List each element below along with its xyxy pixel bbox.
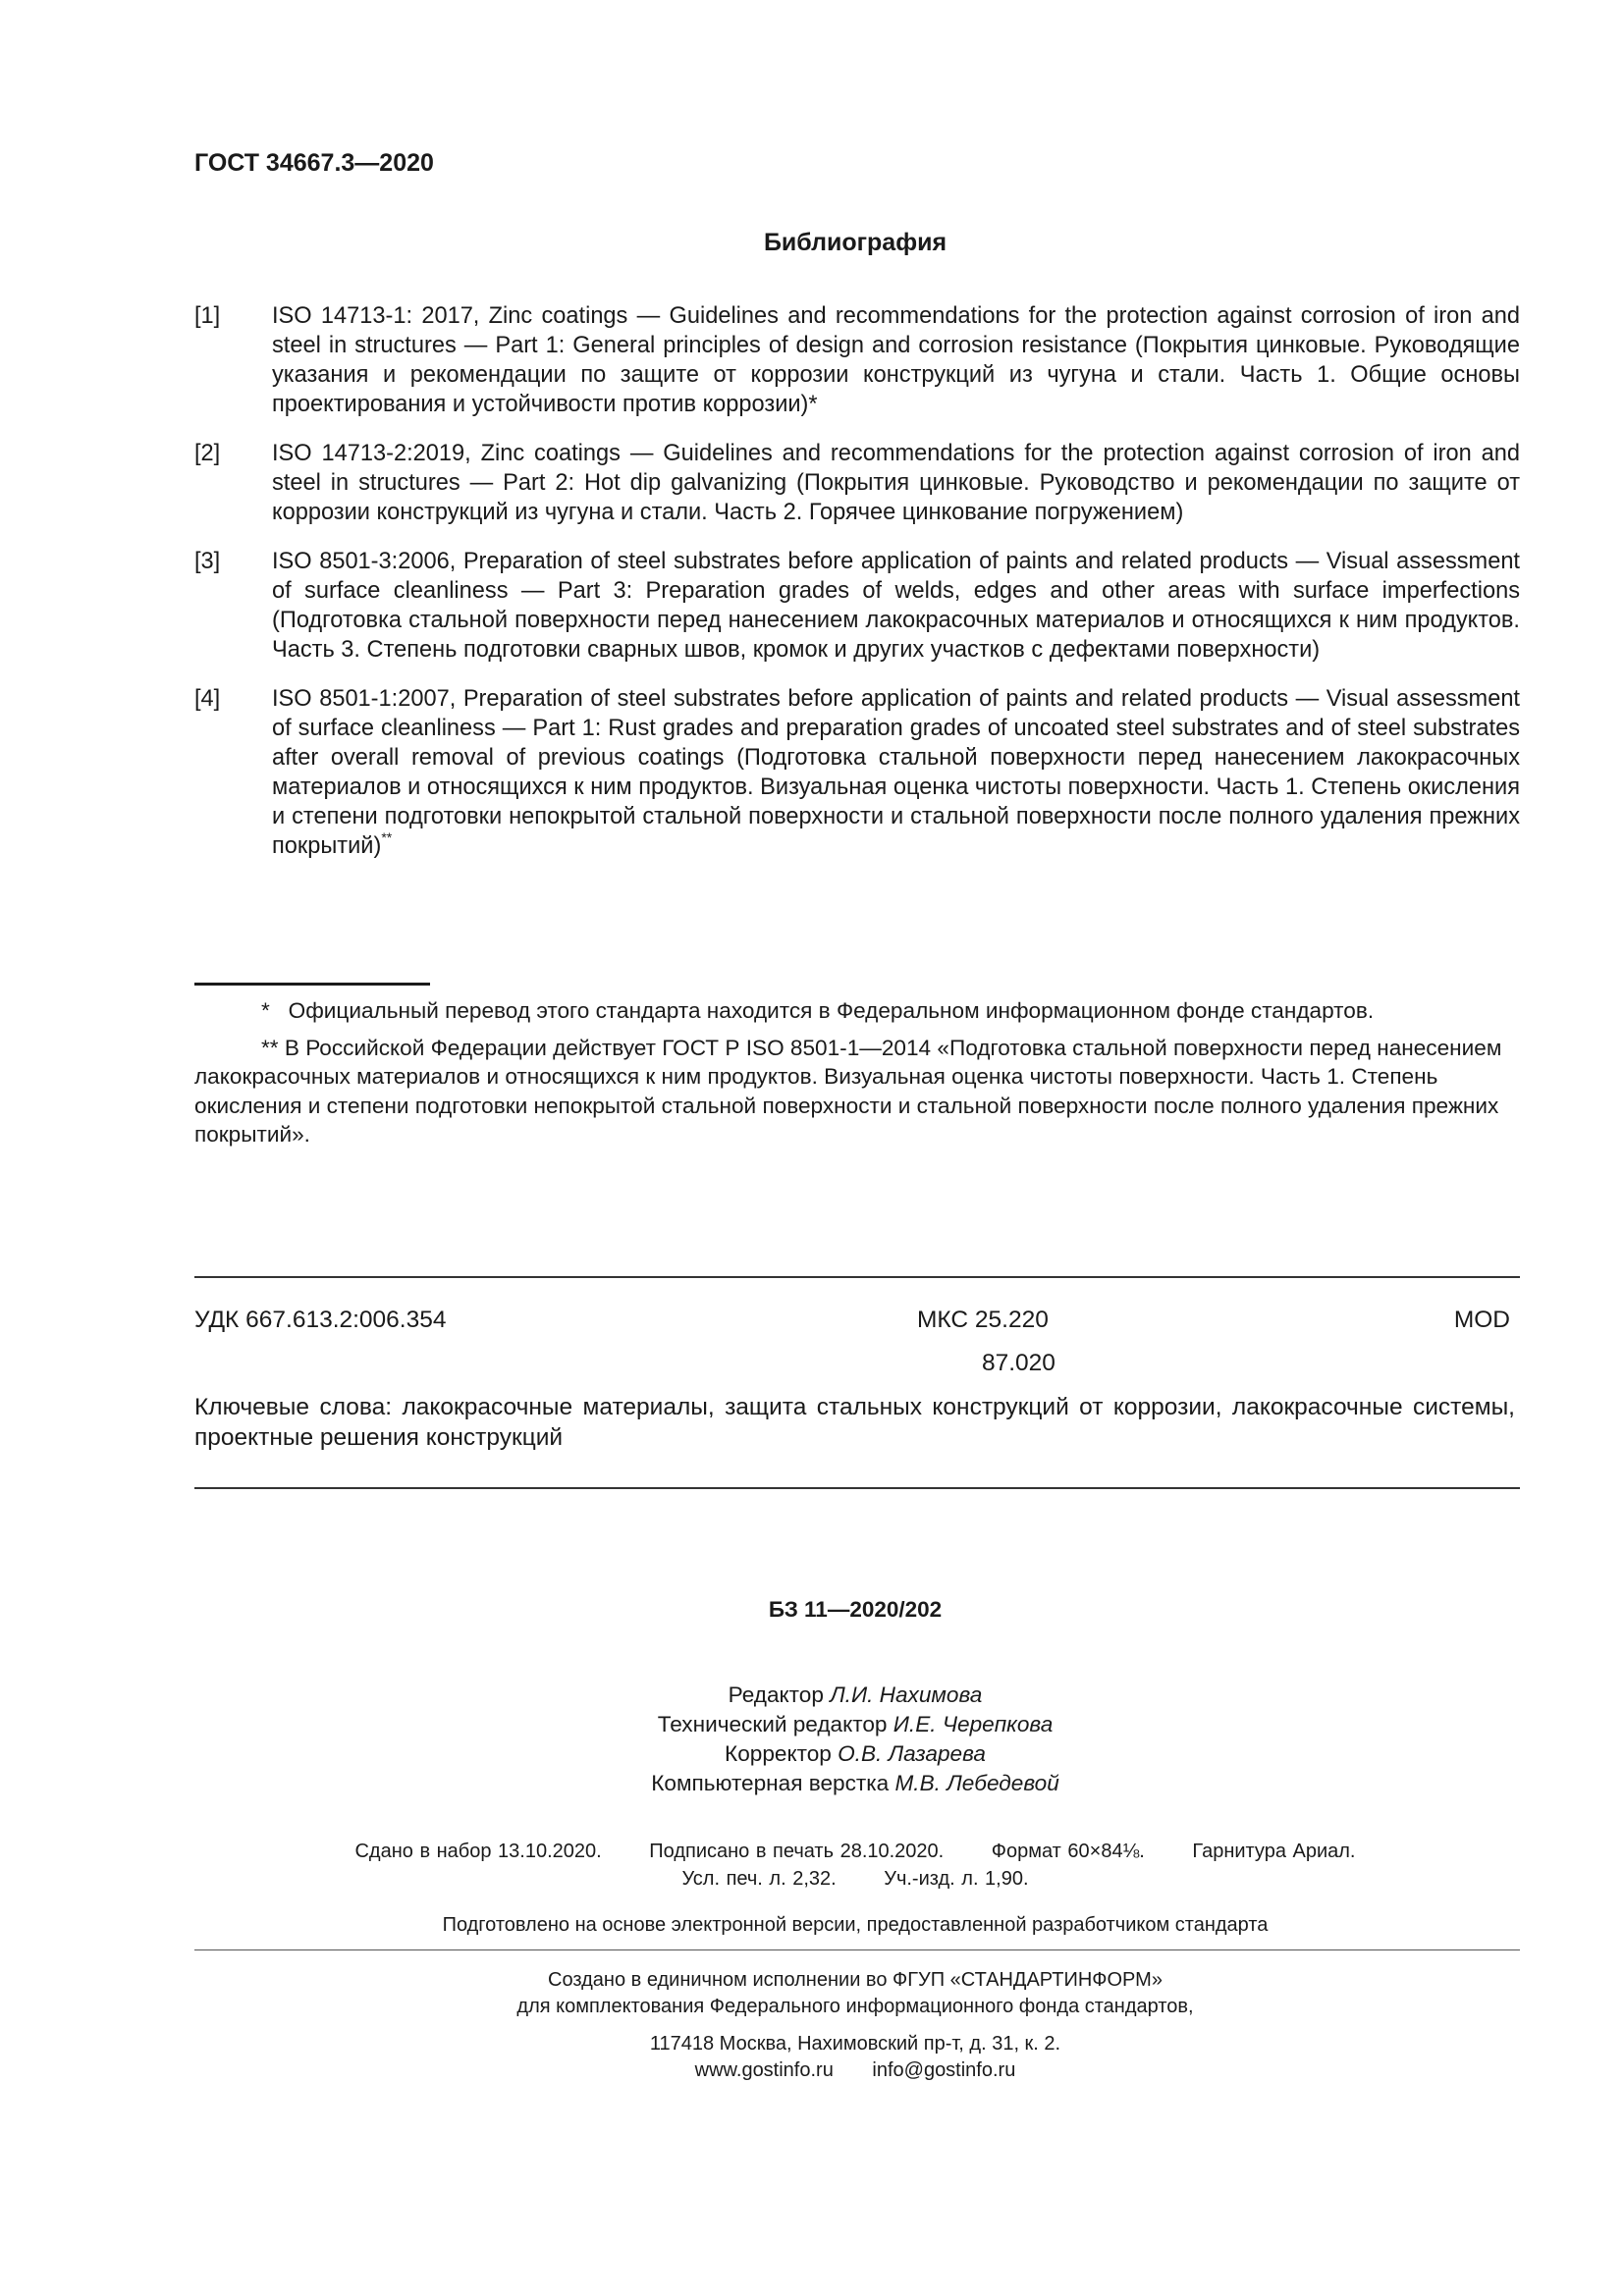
publishing-sheets: Уч.-изд. л. 1,90. bbox=[884, 1868, 1029, 1890]
publisher-line: Создано в единичном исполнении во ФГУП «СТАНДАРТИНФОРМ» bbox=[548, 1969, 1163, 1991]
bibliography-text: ISO 8501-3:2006, Preparation of steel substrates before application of paints and related products — Visual assessment of surface cleanliness — Part 3: Preparation grades of welds, edges and other areas with surface imperfections (Подготовка стальной поверхности перед нанесением лакокрасочных материалов и относящихся к ним продуктов. Часть 3. Степень подготовки сварных швов, кромок и других участков с дефектами поверхности) bbox=[272, 549, 1520, 663]
divider bbox=[194, 1487, 1520, 1489]
mks-code: МКС 25.220 bbox=[917, 1307, 1049, 1333]
footnote-mark: ** bbox=[261, 1035, 279, 1060]
submitted-date: Сдано в набор 13.10.2020. bbox=[354, 1841, 602, 1862]
divider bbox=[194, 1949, 1520, 1950]
bibliography-number: [2] bbox=[194, 441, 221, 466]
footnote-mark: * bbox=[808, 392, 818, 417]
bibliography-number: [1] bbox=[194, 303, 221, 329]
bibliography-text: ISO 14713-1: 2017, Zinc coatings — Guidelines and recommendations for the protection against corrosion of iron and steel in structures — Part 1: General principles of design and corrosion resistance (Покрытия цинковые. Руководящие указания и рекомендации по защите от коррозии конструкций из чугуна и стали. Часть 1. Общие основы проектирования и устойчивости против коррозии)* bbox=[272, 303, 1520, 417]
font-info: Гарнитура Ариал. bbox=[1192, 1841, 1356, 1862]
udk-code: УДК 667.613.2:006.354 bbox=[194, 1307, 447, 1333]
publisher-info bbox=[0, 1967, 1624, 2020]
credit-editor: Редактор Л.И. Нахимова bbox=[728, 1682, 983, 1707]
prepared-note: Подготовлено на основе электронной версии, предоставленной разработчиком стандарта bbox=[442, 1914, 1269, 1936]
signed-date: Подписано в печать 28.10.2020. bbox=[649, 1841, 945, 1862]
credit-layout: Компьютерная верстка М.В. Лебедевой bbox=[651, 1771, 1059, 1795]
website-link[interactable]: www.gostinfo.ru bbox=[694, 2059, 834, 2081]
credit-corrector: Корректор О.В. Лазарева bbox=[725, 1741, 986, 1766]
bibliography-number: [3] bbox=[194, 549, 221, 574]
standard-code: ГОСТ 34667.3—2020 bbox=[194, 149, 434, 177]
divider bbox=[194, 1276, 1520, 1278]
print-sheets: Усл. печ. л. 2,32. bbox=[681, 1868, 837, 1890]
bibliography-list bbox=[194, 301, 1520, 881]
footnote: * Официальный перевод этого стандарта находится в Федеральном информационном фонде стандартов. bbox=[261, 998, 1375, 1023]
mks-code-second: 87.020 bbox=[982, 1350, 1056, 1376]
email-link[interactable]: info@gostinfo.ru bbox=[872, 2059, 1016, 2081]
bz-number: БЗ 11—2020/202 bbox=[768, 1597, 943, 1622]
publisher-address: 117418 Москва, Нахимовский пр-т, д. 31, к. 2. bbox=[649, 2033, 1061, 2055]
bibliography-text: ISO 14713-2:2019, Zinc coatings — Guidelines and recommendations for the protection against corrosion of iron and steel in structures — Part 2: Hot dip galvanizing (Покрытия цинковые. Руководство и рекомендации по защите от коррозии конструкций из чугуна и стали. Часть 2. Горячее цинкование погружением) bbox=[272, 441, 1520, 525]
bibliography-number: [4] bbox=[194, 686, 221, 712]
bibliography-item bbox=[194, 301, 1520, 419]
mod-label: MOD bbox=[1453, 1307, 1510, 1333]
credit-tech-editor: Технический редактор И.Е. Черепкова bbox=[657, 1712, 1054, 1736]
footnotes bbox=[194, 996, 1520, 1157]
print-details bbox=[0, 1838, 1624, 1893]
footnote-separator bbox=[194, 983, 430, 986]
bibliography-text: ISO 8501-1:2007, Preparation of steel substrates before application of paints and related products — Visual assessment of surface cleanliness — Part 1: Rust grades and preparation grades of uncoated steel substrates and of steel substrates after overall removal of previous coatings (Подготовка стальной поверхности перед нанесением лакокрасочных материалов и относящихся к ним продуктов. Визуальная оценка чистоты поверхности. Часть 1. Степень окисления и степени подготовки непокрытой стальной поверхности и стальной поверхности после полного удаления прежних покрытий)** bbox=[272, 686, 1520, 859]
footnote-mark: ** bbox=[381, 829, 393, 846]
publisher-line: для комплектования Федерального информационного фонда стандартов, bbox=[516, 1996, 1194, 2017]
bibliography-item bbox=[194, 684, 1520, 861]
bibliography-item bbox=[194, 439, 1520, 527]
paper-format: Формат 60×84⅛. bbox=[991, 1841, 1145, 1862]
bibliography-title: Библиография bbox=[763, 229, 947, 256]
credits bbox=[0, 1681, 1624, 1798]
footnote-mark: * bbox=[261, 998, 270, 1023]
footnote: ** В Российской Федерации действует ГОСТ Р ISO 8501-1—2014 «Подготовка стальной поверхности перед нанесением лакокрасочных материалов и относящихся к ним продуктов. Визуальная оценка чистоты поверхности. Часть 1. Степень окисления и степени подготовки непокрытой стальной поверхности и стальной поверхности после полного удаления прежних покрытий». bbox=[194, 1035, 1502, 1147]
keywords: Ключевые слова: лакокрасочные материалы, защита стальных конструкций от коррозии, лакокрасочные системы, проектные решения конструкций bbox=[194, 1394, 1515, 1451]
publisher-contacts bbox=[0, 2031, 1624, 2084]
bibliography-item bbox=[194, 547, 1520, 665]
